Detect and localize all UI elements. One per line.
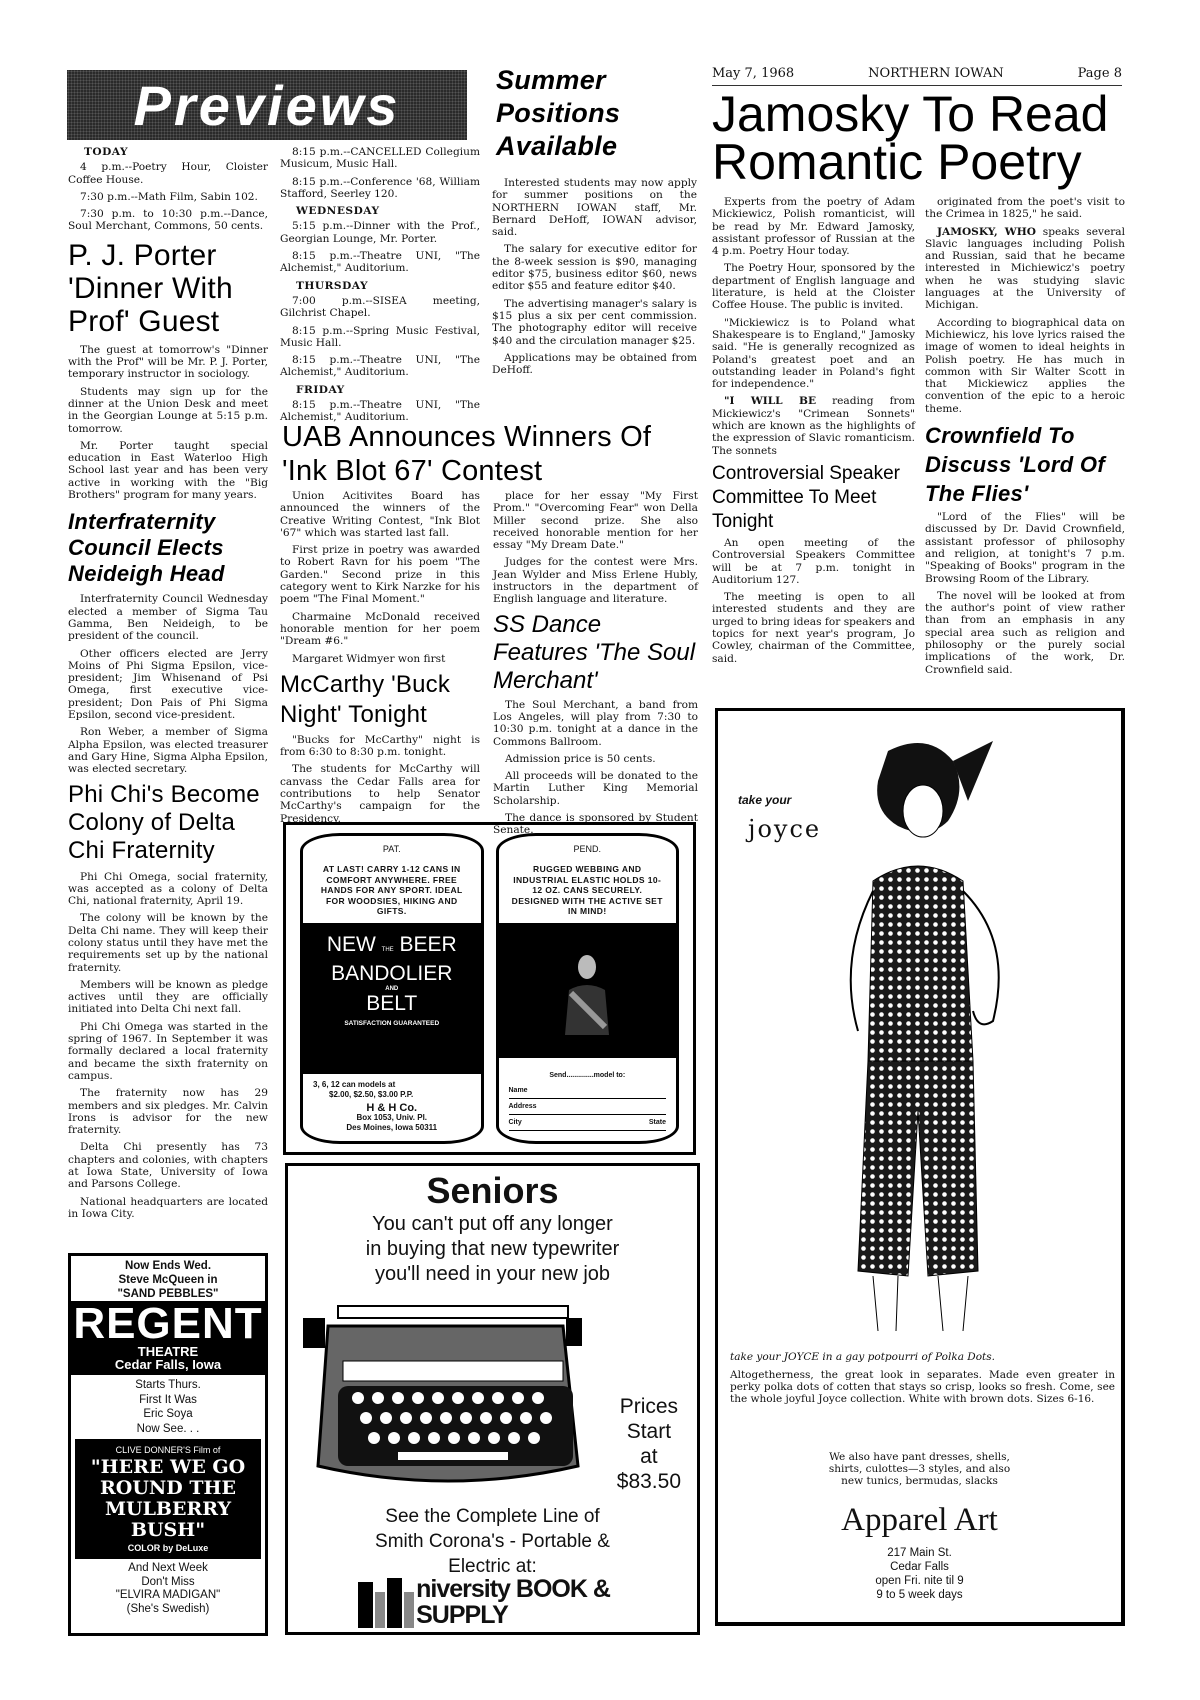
paragraph: The salary for executive editor for the 8-week session is $90, managing editor $75, business editor $60, news editor $55 and feature editor $40. <box>492 243 697 293</box>
seniors-typewriter-ad <box>285 1163 700 1635</box>
can-right <box>496 833 680 1144</box>
price-callout <box>617 1394 681 1494</box>
title-word: NEW <box>326 932 376 956</box>
store-name: niversity BOOK & SUPPLY <box>416 1575 610 1629</box>
can-label <box>303 923 481 1075</box>
article-body <box>492 177 697 376</box>
article-body <box>68 871 268 1221</box>
form-city-field: City <box>508 1119 522 1126</box>
apparel-art-joyce-ad <box>715 708 1125 1626</box>
take-your-label: take your <box>738 793 792 807</box>
article-summer-positions <box>492 64 697 414</box>
paragraph: 5:15 p.m.--Dinner with the Prof., Georgian Lounge, Mr. Porter. <box>280 220 480 245</box>
ssdance-headline: SS Dance Features 'The Soul Merchant' <box>493 610 696 694</box>
form-state-field: State <box>648 1119 666 1126</box>
ad-line: you'll need in your new job <box>374 1263 611 1285</box>
paragraph: The Poetry Hour, sponsored by the department of English language and literature, is held at the Cloister Coffee House. The public is invited. <box>712 262 915 312</box>
film-color: COLOR by DeLuxe <box>127 1543 209 1553</box>
article-body <box>712 196 915 457</box>
paragraph: Applications may be obtained from DeHoff. <box>492 351 697 377</box>
guarantee: SATISFACTION GUARANTEED <box>344 1019 440 1027</box>
store-info <box>718 1546 1121 1602</box>
paragraph: "Lord of the Flies" will be discussed by Dr. David Crownfield, assistant professor of philosophy and religion, at tonight's 7 p.m. "Speaking of Books" program in the Browsing Room of the Library. <box>925 511 1125 585</box>
paragraph: Union Acitivites Board has announced the winners of the Creative Writing Contest, "Ink Blot '67" which was started last fall. <box>280 490 480 539</box>
ad-line: new tunics, bermudas, slacks <box>841 1475 998 1487</box>
paragraph: The advertising manager's salary is $15 plus a six per cent commission. The photography editor will receive $40 and the circulation manager $25. <box>492 297 697 347</box>
regent-theatre-ad <box>68 1253 268 1636</box>
issue-date: May 7, 1968 <box>712 66 795 81</box>
uab-body-right <box>493 490 698 837</box>
ad-line: Smith Corona's - Portable & <box>375 1531 610 1552</box>
controversial-headline: Controversial Speaker Committee To Meet Tonight <box>712 462 900 532</box>
paragraph: All proceeds will be donated to the Martin Luther King Memorial Scholarship. <box>493 770 698 807</box>
day-heading: TODAY <box>84 146 129 158</box>
ad-line: Eric Soya <box>143 1408 193 1420</box>
ad-line: in buying that new typewriter <box>365 1238 620 1260</box>
ad-line: You can't put off any longer <box>372 1213 613 1235</box>
ad-line: Start <box>626 1420 672 1443</box>
form-address-field: Address <box>509 1099 667 1115</box>
pat-label: PAT. <box>382 844 401 854</box>
title-word: BELT <box>366 991 418 1015</box>
paragraph: "I WILL BE reading from Mickiewicz's "Crimean Sonnets" which are known as the highlights of the expression of Slavic romanticism. The sonnets <box>712 395 915 457</box>
paper-name: NORTHERN IOWAN <box>868 66 1004 81</box>
ad-line: (She's Swedish) <box>126 1602 210 1615</box>
can-copy: RUGGED WEBBING AND INDUSTRIAL ELASTIC HOLDS 10-12 OZ. CANS SECURELY. DESIGNED WITH THE ACTIVE SET IN MIND! <box>511 864 663 916</box>
paragraph: 8:15 p.m.--Theatre UNI, "The Alchemist," Auditorium. <box>280 250 480 275</box>
theatre-label: THEATRE <box>137 1344 199 1359</box>
paragraph: The students for McCarthy will canvass the Cedar Falls area for contributions to help Senator McCarthy's campaign for the Presidency. <box>280 763 480 825</box>
paragraph: originated from the poet's visit to the Crimea in 1825," he said. <box>925 196 1125 221</box>
paragraph: "Bucks for McCarthy" night is from 6:30 to 8:30 p.m. tonight. <box>280 733 480 759</box>
paragraph: 8:15 p.m.--Theatre UNI, "The Alchemist," Auditorium. <box>280 399 480 424</box>
ad-copy <box>730 1351 1115 1405</box>
article-body <box>493 699 698 837</box>
paragraph: Other officers elected are Jerry Moins of Phi Sigma Epsilon, vice-president; Jim Whisenand of Psi Omega, first executive vice-president; Don Pais of Phi Sigma Epsilon, second vice-president. <box>68 647 268 722</box>
article-body <box>712 537 915 665</box>
typewriter-image <box>298 1296 588 1496</box>
paragraph: place for her essay "My First Prom." "Overcoming Fear" won Della Miller second prize. She also received honorable mention for her essay "My Dream Date." <box>493 490 698 552</box>
mccarthy-headline: McCarthy 'Buck Night' Tonight <box>280 670 451 728</box>
headline: Interfraternity Council Elects Neideigh Head <box>68 509 225 587</box>
paragraph: 4 p.m.--Poetry Hour, Cloister Coffee House. <box>68 161 268 186</box>
day-heading: THURSDAY <box>296 279 369 292</box>
company-city: Des Moines, Iowa 50311 <box>346 1123 438 1132</box>
headline: Summer Positions Available <box>496 65 621 161</box>
paragraph: Phi Chi Omega, social fraternity, was accepted as a colony of Delta Chi, national fraternity, April 19. <box>68 870 268 908</box>
paragraph: Experts from the poetry of Adam Mickiewicz, Polish romanticist, will be read by Mr. Edward Jamosky, assistant professor of Russian at the 4 p.m. Poetry Hour today. <box>712 196 915 258</box>
can-copy: AT LAST! CARRY 1-12 CANS IN COMFORT ANYWHERE. FREE HANDS FOR ANY SPORT. IDEAL FOR WOODSIES, HIKING AND GIFTS. <box>320 864 463 916</box>
starting-price: $83.50 <box>616 1470 681 1493</box>
paragraph: Delta Chi presently has 73 chapters and colonies, with chapters at Iowa State, University of Iowa and Parsons College. <box>68 1141 268 1191</box>
ad-line: Cedar Falls <box>890 1561 949 1573</box>
previews-list-week <box>280 146 480 424</box>
left-column <box>68 146 268 1246</box>
ad-line: First It Was <box>139 1393 197 1406</box>
form-name-field: Name <box>509 1083 667 1099</box>
paragraph: Judges for the contest were Mrs. Jean Wylder and Miss Erlene Hubly, instructors in the department of English language and literature. <box>493 556 698 606</box>
models: 3, 6, 12 can models at <box>313 1080 396 1089</box>
prices: $2.00, $2.50, $3.00 P.P. <box>329 1090 414 1099</box>
also-have <box>718 1451 1121 1487</box>
crownfield-headline: Crownfield To Discuss 'Lord Of The Flies' <box>925 423 1105 507</box>
paragraph: 8:15 p.m.--CANCELLED Collegium Musicum, Music Hall. <box>280 146 480 171</box>
title-word: BEER <box>399 932 457 956</box>
paragraph: Students may sign up for the dinner at the Union Desk and meet in the Georgian Lounge at 5:15 p.m. tomorrow. <box>68 385 268 435</box>
ad-line: at <box>640 1445 658 1468</box>
film-presenter: CLIVE DONNER'S Film of <box>115 1445 221 1455</box>
company: H & H Co. <box>366 1102 418 1114</box>
joyce-brand: joyce <box>748 815 822 843</box>
paragraph: 7:30 p.m. to 10:30 p.m.--Dance, Soul Merchant, Commons, 50 cents. <box>68 208 268 233</box>
ad-line: Now See. . . <box>136 1422 200 1435</box>
paragraph: The meeting is open to all interested students and they are urged to bring ideas for speakers and topics for next year's program, Jo Cowley, chairman of the Committee, said. <box>712 591 915 665</box>
paragraph: 7:00 p.m.--SISEA meeting, Gilchrist Chapel. <box>280 294 480 320</box>
uab-headline: UAB Announces Winners Of 'Ink Blot 67' Contest <box>282 421 652 487</box>
uab-body-left <box>280 490 480 825</box>
paragraph: "Mickiewicz is to Poland what Shakespeare is to England," Jamosky said. "He is generally recognized as Poland's greatest poet and an outstanding leader in Poland's fight for independence." <box>712 316 915 391</box>
regent-bottom <box>71 1559 265 1616</box>
title-word: THE <box>381 946 394 953</box>
paragraph: Members will be known as pledge actives until they are officially initiated into Delta Chi next fall. <box>68 978 268 1016</box>
ad-line: See the Complete Line of <box>385 1506 600 1527</box>
paragraph: Mr. Porter taught special education in East Waterloo High School last year and has been very active in working with the "Big Brothers" program for many years. <box>68 439 268 502</box>
order-form <box>499 1058 677 1141</box>
form-send: Send..............model to: <box>549 1072 626 1079</box>
paragraph: 8:15 p.m.--Conference '68, William Stafford, Seerley 120. <box>280 175 480 200</box>
article-body <box>68 593 268 775</box>
jamosky-body-right <box>925 196 1125 691</box>
paragraph: Phi Chi Omega was started in the spring of 1967. In September it was formally declared a local fraternity and became the sixth fraternity on campus. <box>68 1020 268 1082</box>
man-with-bandolier-image <box>557 945 617 1035</box>
can-left <box>300 833 484 1144</box>
paragraph: 7:30 p.m.--Math Film, Sabin 102. <box>80 190 258 203</box>
ad-title: Seniors <box>426 1170 559 1211</box>
jamosky-body-left <box>712 196 915 691</box>
regent-mid <box>71 1375 265 1439</box>
article-body <box>493 490 698 606</box>
regent-logo: REGENT <box>73 1299 263 1348</box>
paragraph: The novel will be looked at from the author's point of view rather than from an emphasis in any special area such as religion and philosophy or the purely social implications of the work, Dr. Crownfield said. <box>925 589 1125 676</box>
pend-label: PEND. <box>573 844 601 854</box>
university-book-supply-logo <box>358 1576 697 1628</box>
regent-logo-block <box>71 1301 265 1375</box>
ad-line: Prices <box>619 1395 679 1418</box>
previews-title: Previews <box>133 73 401 137</box>
paragraph: Ron Weber, a member of Sigma Alpha Epsilon, was elected treasurer and Gary Hine, Sigma Alpha Epsilon, was elected secretary. <box>68 726 268 776</box>
ad-line: Starts Thurs. <box>135 1379 201 1391</box>
day-heading: FRIDAY <box>296 383 345 396</box>
paragraph: The colony will be known by the Delta Chi name. They will keep their colony status until they have met the requirements set up by the national fraternity. <box>68 912 268 974</box>
ad-line: We also have pant dresses, shells, <box>829 1451 1010 1463</box>
store-name: Apparel Art <box>841 1502 998 1538</box>
film-block <box>75 1439 261 1559</box>
day-heading: WEDNESDAY <box>296 205 380 218</box>
ad-caption: take your JOYCE in a gay potpourri of Polka Dots. <box>730 1351 995 1363</box>
title-word: AND <box>385 985 399 992</box>
paragraph: Margaret Widmyer won first <box>292 652 446 665</box>
regent-top <box>71 1256 265 1301</box>
previews-banner <box>67 70 467 140</box>
paragraph: Interested students may now apply for summer positions on the NORTHERN IOWAN staff, Mr. Bernard DeHoff, IOWAN advisor, said. <box>492 177 697 239</box>
theatre-city: Cedar Falls, Iowa <box>114 1357 222 1372</box>
lead-in: JAMOSKY, WHO <box>937 225 1036 238</box>
paragraph: Admission price is 50 cents. <box>505 752 656 765</box>
paragraph: An open meeting of the Controversial Speakers Committee will be at 7 p.m. tonight in Auditorium 127. <box>712 536 915 586</box>
ad-line: open Fri. nite til 9 <box>875 1575 964 1587</box>
beer-bandolier-ad <box>283 822 696 1155</box>
ad-line: And Next Week <box>128 1562 208 1574</box>
paragraph: The dance is sponsored by Student Senate. <box>493 812 698 837</box>
paragraph: National headquarters are located in Iowa City. <box>68 1195 268 1220</box>
ad-line: Now Ends Wed. <box>124 1260 212 1272</box>
paragraph: The Soul Merchant, a band from Los Angeles, will play from 7:30 to 10:30 p.m. tonight at a dance in the Commons Ballroom. <box>493 698 698 748</box>
article-body <box>280 734 480 825</box>
paragraph: 8:15 p.m.--Spring Music Festival, Music Hall. <box>280 324 480 349</box>
page-number: Page 8 <box>1077 66 1122 81</box>
ad-line: 9 to 5 week days <box>876 1589 963 1601</box>
can-order-info <box>303 1074 481 1141</box>
paragraph: Charmaine McDonald received honorable mention for her poem "Dream #6." <box>280 610 480 648</box>
ad-line: Electric at: <box>448 1556 537 1577</box>
headline: Phi Chi's Become Colony of Delta Chi Fraternity <box>68 780 260 864</box>
headline: P. J. Porter 'Dinner With Prof' Guest <box>68 238 233 338</box>
article-phi-chi <box>68 781 268 1221</box>
article-interfraternity <box>68 509 268 775</box>
paragraph: JAMOSKY, WHO speaks several Slavic languages including Polish and Russian, said that he became interested in Michiewicz's poetry when he was studying slavic languages at the University of Michigan. <box>925 225 1125 312</box>
ad-line: Steve McQueen in <box>118 1274 218 1286</box>
ad-line: "ELVIRA MADIGAN" <box>115 1589 221 1601</box>
article-body <box>280 490 480 665</box>
man-photo <box>499 923 677 1059</box>
ad-description: Altogetherness, the great look in separates. Made even greater in perky polka dots of cotten that stays so crisp, looks so fresh. Come, see the whole joyful Joyce collection. White with brown dots. Sizes 6-16. <box>730 1369 1115 1405</box>
previews-list-today <box>68 146 268 233</box>
ad-line: "SAND PEBBLES" <box>117 1288 219 1300</box>
article-body <box>925 511 1125 676</box>
ad-line: 217 Main St. <box>887 1547 952 1559</box>
ad-line: Don't Miss <box>141 1575 195 1588</box>
paragraph: According to biographical data on Michiewicz, his love lyrics raised the image of women to ideal heights in Polish poetry. He has much in common with Sir Walter Scott in that Mickiewicz applies the convention of the epic to a heroic theme. <box>925 316 1125 415</box>
ad-line: shirts, culottes—3 styles, and also <box>828 1463 1011 1475</box>
article-porter <box>68 239 268 502</box>
article-body <box>68 344 268 502</box>
paragraph: First prize in poetry was awarded to Robert Ravn for his poem "The Garden." Second prize in this category went to Kirk Narzke for his poem "The Final Moment." <box>280 544 480 606</box>
article-body <box>925 196 1125 415</box>
company-box: Box 1053, Univ. Pl. <box>356 1113 428 1122</box>
paragraph: The guest at tomorrow's "Dinner with the Prof" will be Mr. P. J. Porter, temporary instructor in sociology. <box>68 343 268 381</box>
title-word: BANDOLIER <box>331 961 453 985</box>
film-title: "HERE WE GO ROUND THE MULBERRY BUSH" <box>90 1456 246 1541</box>
paragraph: Interfraternity Council Wednesday elected a member of Sigma Tau Gamma, Ben Neideigh, to be president of the council. <box>68 593 268 643</box>
paragraph: The fraternity now has 29 members and six pledges. Mr. Calvin Irons is advisor for the new fraternity. <box>68 1087 268 1137</box>
lead-in: "I WILL BE <box>724 395 817 408</box>
masthead <box>712 66 1122 86</box>
paragraph: 8:15 p.m.--Theatre UNI, "The Alchemist," Auditorium. <box>280 354 480 379</box>
jamosky-headline: Jamosky To Read Romantic Poetry <box>712 86 1109 190</box>
